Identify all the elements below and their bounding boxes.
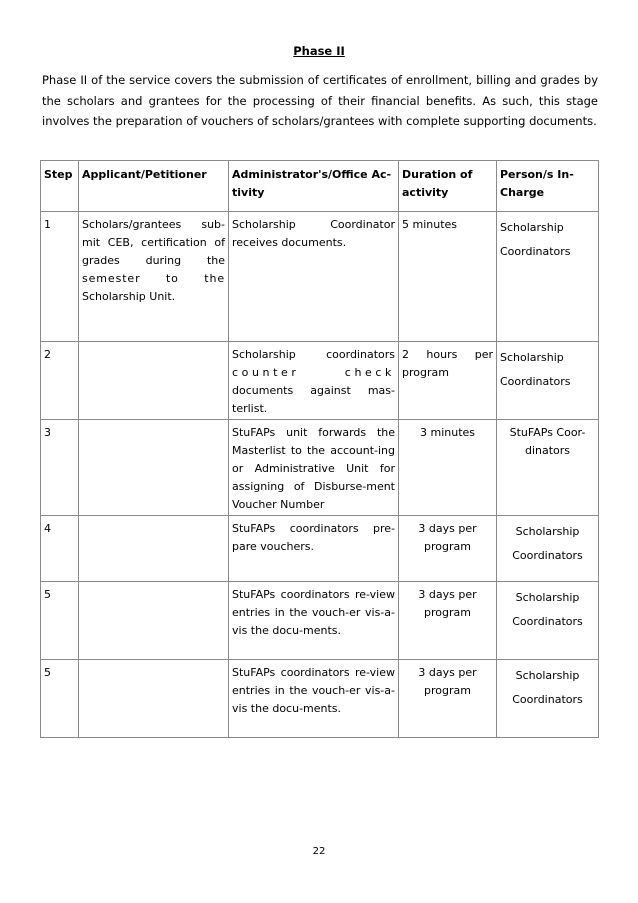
duration-cell: 3 days per program xyxy=(399,516,497,582)
process-table xyxy=(40,160,599,738)
person-cell: StuFAPs Coor-dinators xyxy=(497,420,599,516)
duration-cell: 5 minutes xyxy=(399,212,497,342)
step-cell: 2 xyxy=(41,342,79,420)
applicant-cell xyxy=(79,516,229,582)
applicant-cell xyxy=(79,420,229,516)
applicant-cell xyxy=(79,582,229,660)
activity-cell xyxy=(229,516,399,582)
table-row xyxy=(41,420,599,516)
activity-text: StuFAPs coordinators re-view entries in the vouch-er vis-a-vis the docu-ments. xyxy=(232,666,395,715)
header-applicant: Applicant/Petitioner xyxy=(79,161,229,212)
step-cell: 1 xyxy=(41,212,79,342)
step-cell: 5 xyxy=(41,582,79,660)
table-row xyxy=(41,582,599,660)
table-header-row xyxy=(41,161,599,212)
activity-text: StuFAPs coordinators pre-pare vouchers. xyxy=(232,522,395,553)
header-person: Person/s In-Charge xyxy=(497,161,599,212)
person-cell: Scholarship Coordinators xyxy=(497,342,599,420)
section-heading: Phase II xyxy=(293,44,345,58)
applicant-text-end: Scholarship Unit. xyxy=(82,290,176,303)
table-row xyxy=(41,342,599,420)
activity-text: Scholarship Coordinator receives documents. xyxy=(232,218,395,249)
table-row xyxy=(41,212,599,342)
step-cell: 3 xyxy=(41,420,79,516)
activity-cell xyxy=(229,420,399,516)
activity-cell xyxy=(229,342,399,420)
applicant-text: Scholars/grantees sub-mit CEB, certification of grades during the xyxy=(82,218,225,267)
activity-cell xyxy=(229,212,399,342)
activity-text-spaced: counter check xyxy=(232,366,395,379)
step-cell: 4 xyxy=(41,516,79,582)
applicant-cell xyxy=(79,212,229,342)
header-step: Step xyxy=(41,161,79,212)
header-activity: Administrator's/Office Ac-tivity xyxy=(229,161,399,212)
person-cell: Scholarship Coordinators xyxy=(497,516,599,582)
intro-paragraph: Phase II of the service covers the submission of certificates of enrollment, billing and grades by the scholars and grantees for the processing of their financial benefits. As such, this stage involves the preparation of vouchers of scholars/grantees with complete supporting documents. xyxy=(42,73,598,128)
person-cell: Scholarship Coordinators xyxy=(497,212,599,342)
header-duration: Duration of activity xyxy=(399,161,497,212)
activity-cell xyxy=(229,660,399,738)
duration-cell: 3 minutes xyxy=(399,420,497,516)
applicant-cell xyxy=(79,342,229,420)
table-row xyxy=(41,660,599,738)
duration-cell: 3 days per program xyxy=(399,660,497,738)
activity-cell xyxy=(229,582,399,660)
duration-cell: 2 hours per program xyxy=(399,342,497,420)
activity-text: StuFAPs coordinators re-view entries in the vouch-er vis-a-vis the docu-ments. xyxy=(232,588,395,637)
step-cell: 5 xyxy=(41,660,79,738)
duration-cell: 3 days per program xyxy=(399,582,497,660)
applicant-cell xyxy=(79,660,229,738)
activity-text: StuFAPs unit forwards the Masterlist to the account-ing or Administrative Unit for assigning of Disburse-ment Voucher Number xyxy=(232,426,395,511)
activity-text: Scholarship coordinators xyxy=(232,348,395,361)
applicant-text-spaced: semester to the xyxy=(82,272,225,285)
page-number: 22 xyxy=(312,846,326,857)
activity-text-end: documents against mas-terlist. xyxy=(232,384,395,415)
person-cell: Scholarship Coordinators xyxy=(497,660,599,738)
person-cell: Scholarship Coordinators xyxy=(497,582,599,660)
table-row xyxy=(41,516,599,582)
